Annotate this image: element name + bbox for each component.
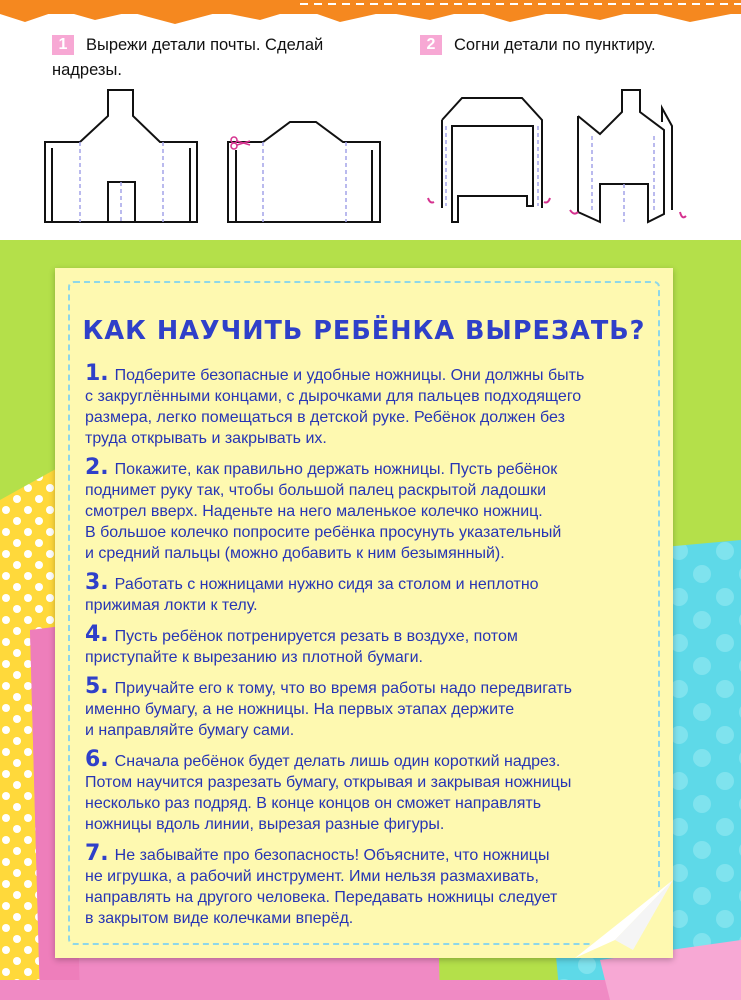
step-1-text-line-1: Вырежи детали почты. Сделай: [86, 36, 324, 54]
tip-5-number: 5.: [85, 674, 109, 699]
tip-1-first-line: 1. Подберите безопасные и удобные ножницы. Они должны быть: [85, 361, 585, 386]
instructions-area: [0, 0, 741, 240]
tip-line: ножницы вдоль линии, вырезая разные фигуры.: [85, 816, 445, 833]
tip-line: Потом научится разрезать бумагу, открывая и закрывая ножницы: [85, 774, 572, 791]
tip-7: [85, 843, 657, 929]
tip-line: именно бумагу, а не ножницы. На первых этапах держите: [85, 701, 515, 718]
tip-2: [85, 457, 657, 564]
tip-4-first-line: 4. Пусть ребёнок потренируется резать в воздухе, потом: [85, 622, 518, 647]
tip-line: и направляйте бумагу сами.: [85, 722, 295, 739]
tip-7-number: 7.: [85, 841, 109, 866]
tip-line: труда открывать и закрывать их.: [85, 430, 327, 447]
tip-2-first-line: 2. Покажите, как правильно держать ножницы. Пусть ребёнок: [85, 455, 558, 480]
tips-list: [85, 363, 657, 937]
tip-6-first-line: 6. Сначала ребёнок будет делать лишь один короткий надрез.: [85, 747, 561, 772]
tip-line: в закрытом виде колечками вперёд.: [85, 910, 354, 927]
folded-piece-2: [0, 0, 741, 240]
tips-card: [55, 268, 673, 958]
tip-line: поднимет руку так, чтобы большой палец раскрытой ладошки: [85, 482, 547, 499]
tip-line: прижимая локти к телу.: [85, 597, 258, 614]
step-2-text: Согни детали по пунктиру.: [454, 36, 656, 54]
tip-3-first-line: 3. Работать с ножницами нужно сидя за столом и неплотно: [85, 570, 539, 595]
tip-4-number: 4.: [85, 622, 109, 647]
tip-4: [85, 624, 657, 668]
card-title: КАК НАУЧИТЬ РЕБЁНКА ВЫРЕЗАТЬ?: [82, 316, 646, 346]
tip-line: несколько раз подряд. В конце концов он сможет направлять: [85, 795, 542, 812]
step-2-number: 2: [420, 35, 442, 55]
step-1-number: 1: [52, 35, 74, 55]
tip-line: и средний пальцы (можно добавить к ним безымянный).: [85, 545, 505, 562]
step-1-text-line-2: надрезы.: [52, 61, 122, 79]
tip-1: [85, 363, 657, 449]
tip-line: не игрушка, а рабочий инструмент. Ими нельзя размахивать,: [85, 868, 539, 885]
tip-2-number: 2.: [85, 455, 109, 480]
tip-1-number: 1.: [85, 361, 109, 386]
tip-5: [85, 676, 657, 741]
tip-line: размера, легко помещаться в детской руке. Ребёнок должен без: [85, 409, 565, 426]
tip-line: смотрел вверх. Наденьте на него маленькое колечко ножниц.: [85, 503, 543, 520]
tip-line: приступайте к вырезанию из плотной бумаги.: [85, 649, 423, 666]
curled-page-corner: [575, 880, 715, 990]
tip-6: [85, 749, 657, 835]
tip-3-number: 3.: [85, 570, 109, 595]
tip-line: В большое колечко попросите ребёнка просунуть указательный: [85, 524, 562, 541]
tip-3: [85, 572, 657, 616]
tip-6-number: 6.: [85, 747, 109, 772]
tip-line: направлять на другого человека. Передавать ножницы следует: [85, 889, 558, 906]
tip-7-first-line: 7. Не забывайте про безопасность! Объясните, что ножницы: [85, 841, 550, 866]
tip-line: с закруглёнными концами, с дырочками для пальцев подходящего: [85, 388, 582, 405]
tip-5-first-line: 5. Приучайте его к тому, что во время работы надо передвигать: [85, 674, 572, 699]
